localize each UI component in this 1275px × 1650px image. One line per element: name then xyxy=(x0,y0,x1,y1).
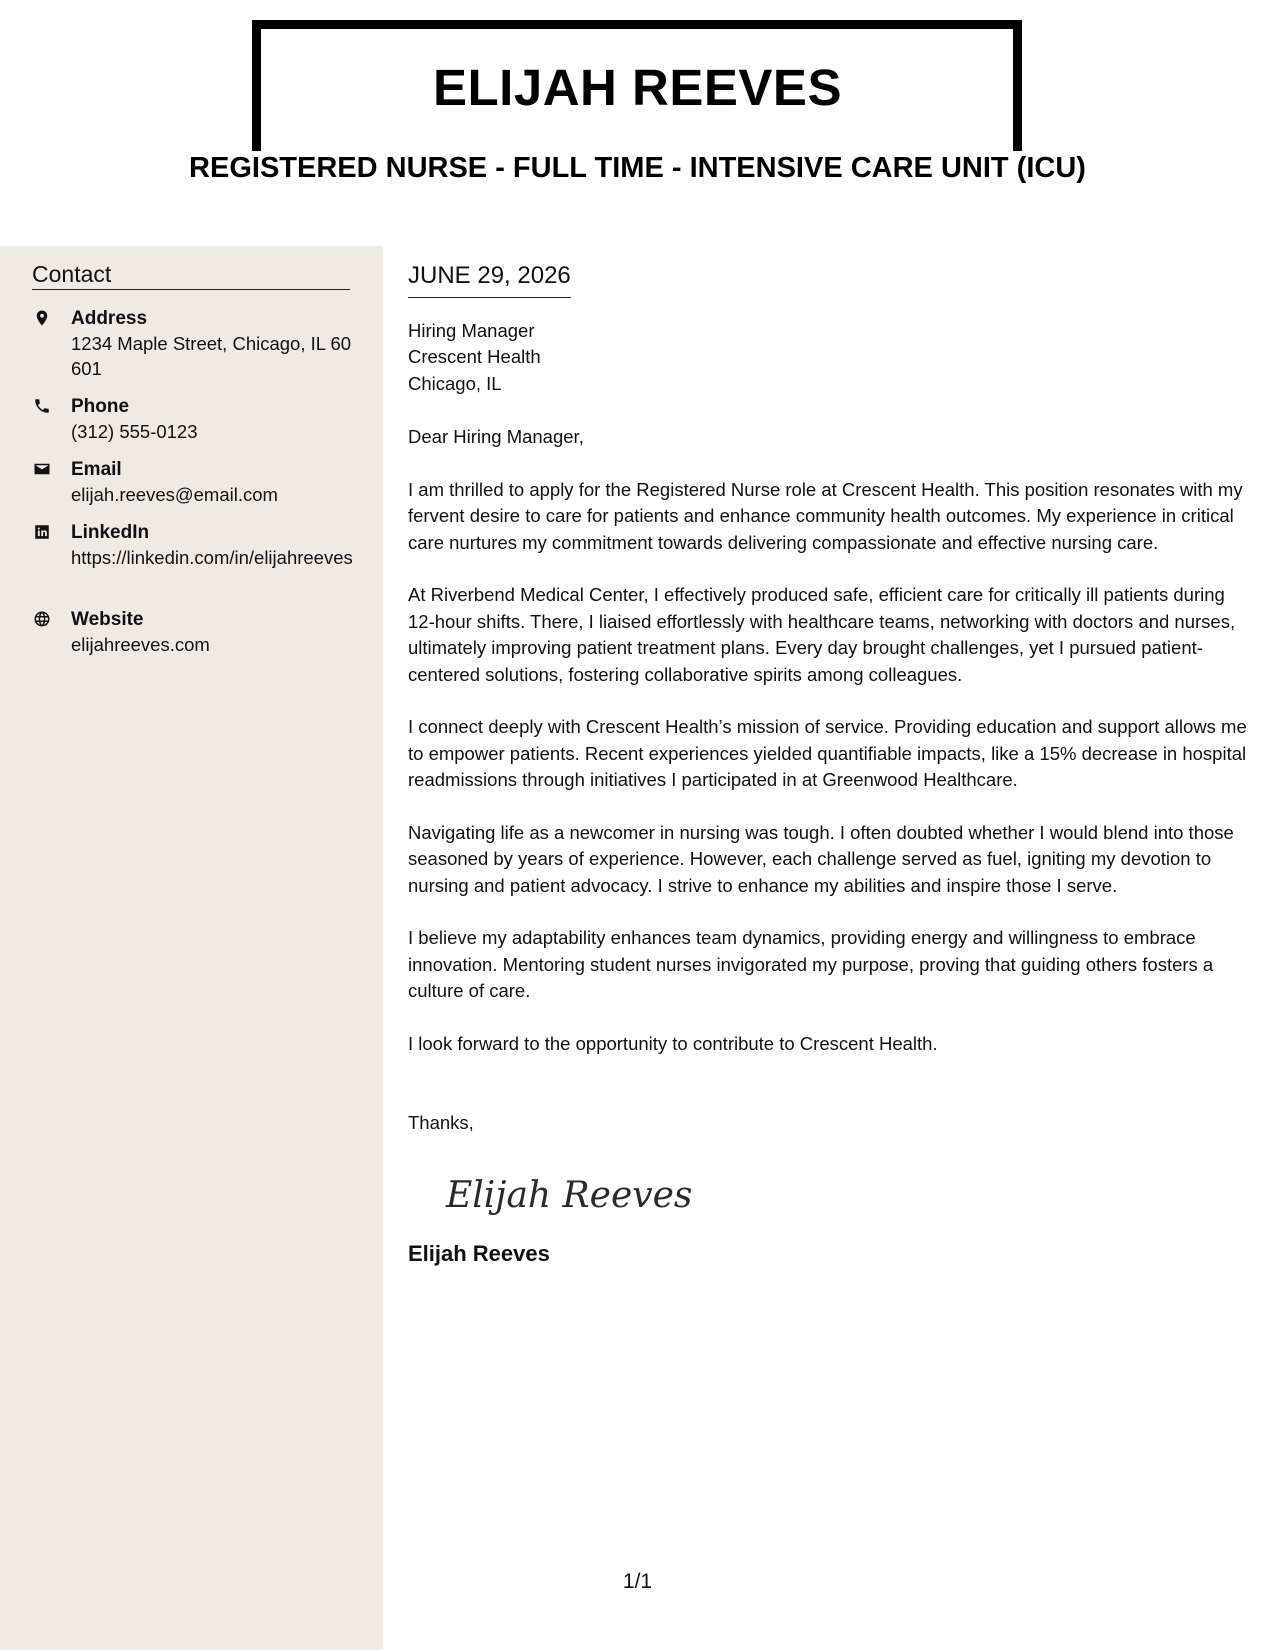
signature-text: Elijah Reeves xyxy=(446,1174,693,1216)
map-pin-icon xyxy=(32,308,52,328)
letter-paragraph: At Riverbend Medical Center, I effectively produced safe, efficient care for critically ill patients during 12-hour shifts. There, I liaised effortlessly with healthcare teams, networking with doctors and nurses, ultimately improving patient treatment plans. Every day brought challenges, yet I pursued patient-centered solutions, fostering collaborative spirits among colleagues. xyxy=(408,584,1236,685)
letter-paragraph: I connect deeply with Crescent Health’s mission of service. Providing education and support allows me to empower patients. Recent experiences yielded quantifiable impacts, like a 15% decrease in hospital readmissions through initiatives I participated in at Greenwood Healthcare. xyxy=(408,716,1247,791)
recipient-line: Crescent Health xyxy=(408,346,541,368)
contact-label-email: Email xyxy=(71,459,122,480)
letter-paragraph: Navigating life as a newcomer in nursing was tough. I often doubted whether I would blend into those seasoned by years of experience. However, each challenge served as fuel, igniting my devotion to nursing and patient advocacy. I strive to enhance my abilities and inspire those I serve. xyxy=(408,821,1234,896)
letter-paragraph: I am thrilled to apply for the Registered Nurse role at Crescent Health. This position resonates with my fervent desire to care for patients and enhance community health outcomes. My experience in critical care nurtures my commitment towards delivering compassionate and effective nursing care. xyxy=(408,478,1243,553)
contact-label-phone: Phone xyxy=(71,396,130,417)
job-title: REGISTERED NURSE - FULL TIME - INTENSIVE CARE UNIT (ICU) xyxy=(179,151,1096,186)
phone-icon xyxy=(32,396,52,416)
letter-date: JUNE 29, 2026 xyxy=(408,262,571,298)
page-number: 1/1 xyxy=(622,1570,653,1593)
envelope-icon xyxy=(32,459,52,479)
contact-value-linkedin: https://linkedin.com/in/elijahreeves xyxy=(71,547,353,568)
contact-label-website: Website xyxy=(71,609,144,630)
sidebar xyxy=(0,246,383,1650)
recipient-line: Hiring Manager xyxy=(408,319,535,341)
letter-paragraph: I look forward to the opportunity to contribute to Crescent Health. xyxy=(408,1032,938,1054)
globe-icon xyxy=(32,609,52,629)
recipient-line: Chicago, IL xyxy=(408,372,502,394)
contact-label-address: Address xyxy=(71,308,148,329)
letter-paragraph: I believe my adaptability enhances team dynamics, providing energy and willingness to embrace innovation. Mentoring student nurses invigorated my purpose, proving that guiding others fosters a culture of care. xyxy=(408,927,1214,1002)
closing: Thanks, xyxy=(408,1112,474,1134)
greeting: Dear Hiring Manager, xyxy=(408,426,584,448)
contact-label-linkedin: LinkedIn xyxy=(71,522,150,543)
contact-value-website: elijahreeves.com xyxy=(71,634,210,655)
recipient-block xyxy=(408,318,1253,398)
applicant-name: ELIJAH REEVES xyxy=(433,59,842,116)
signature-image xyxy=(442,1159,1253,1229)
job-title-bar xyxy=(0,151,1275,186)
signer-name: Elijah Reeves xyxy=(408,1240,550,1266)
contact-value-email: elijah.reeves@email.com xyxy=(71,484,278,505)
letter-body xyxy=(408,262,1253,1267)
contact-value-phone: (312) 555-0123 xyxy=(71,421,198,442)
contact-heading: Contact xyxy=(32,261,350,290)
contact-value-address: 1234 Maple Street, Chicago, IL 60601 xyxy=(71,333,352,379)
linkedin-icon xyxy=(32,522,52,542)
